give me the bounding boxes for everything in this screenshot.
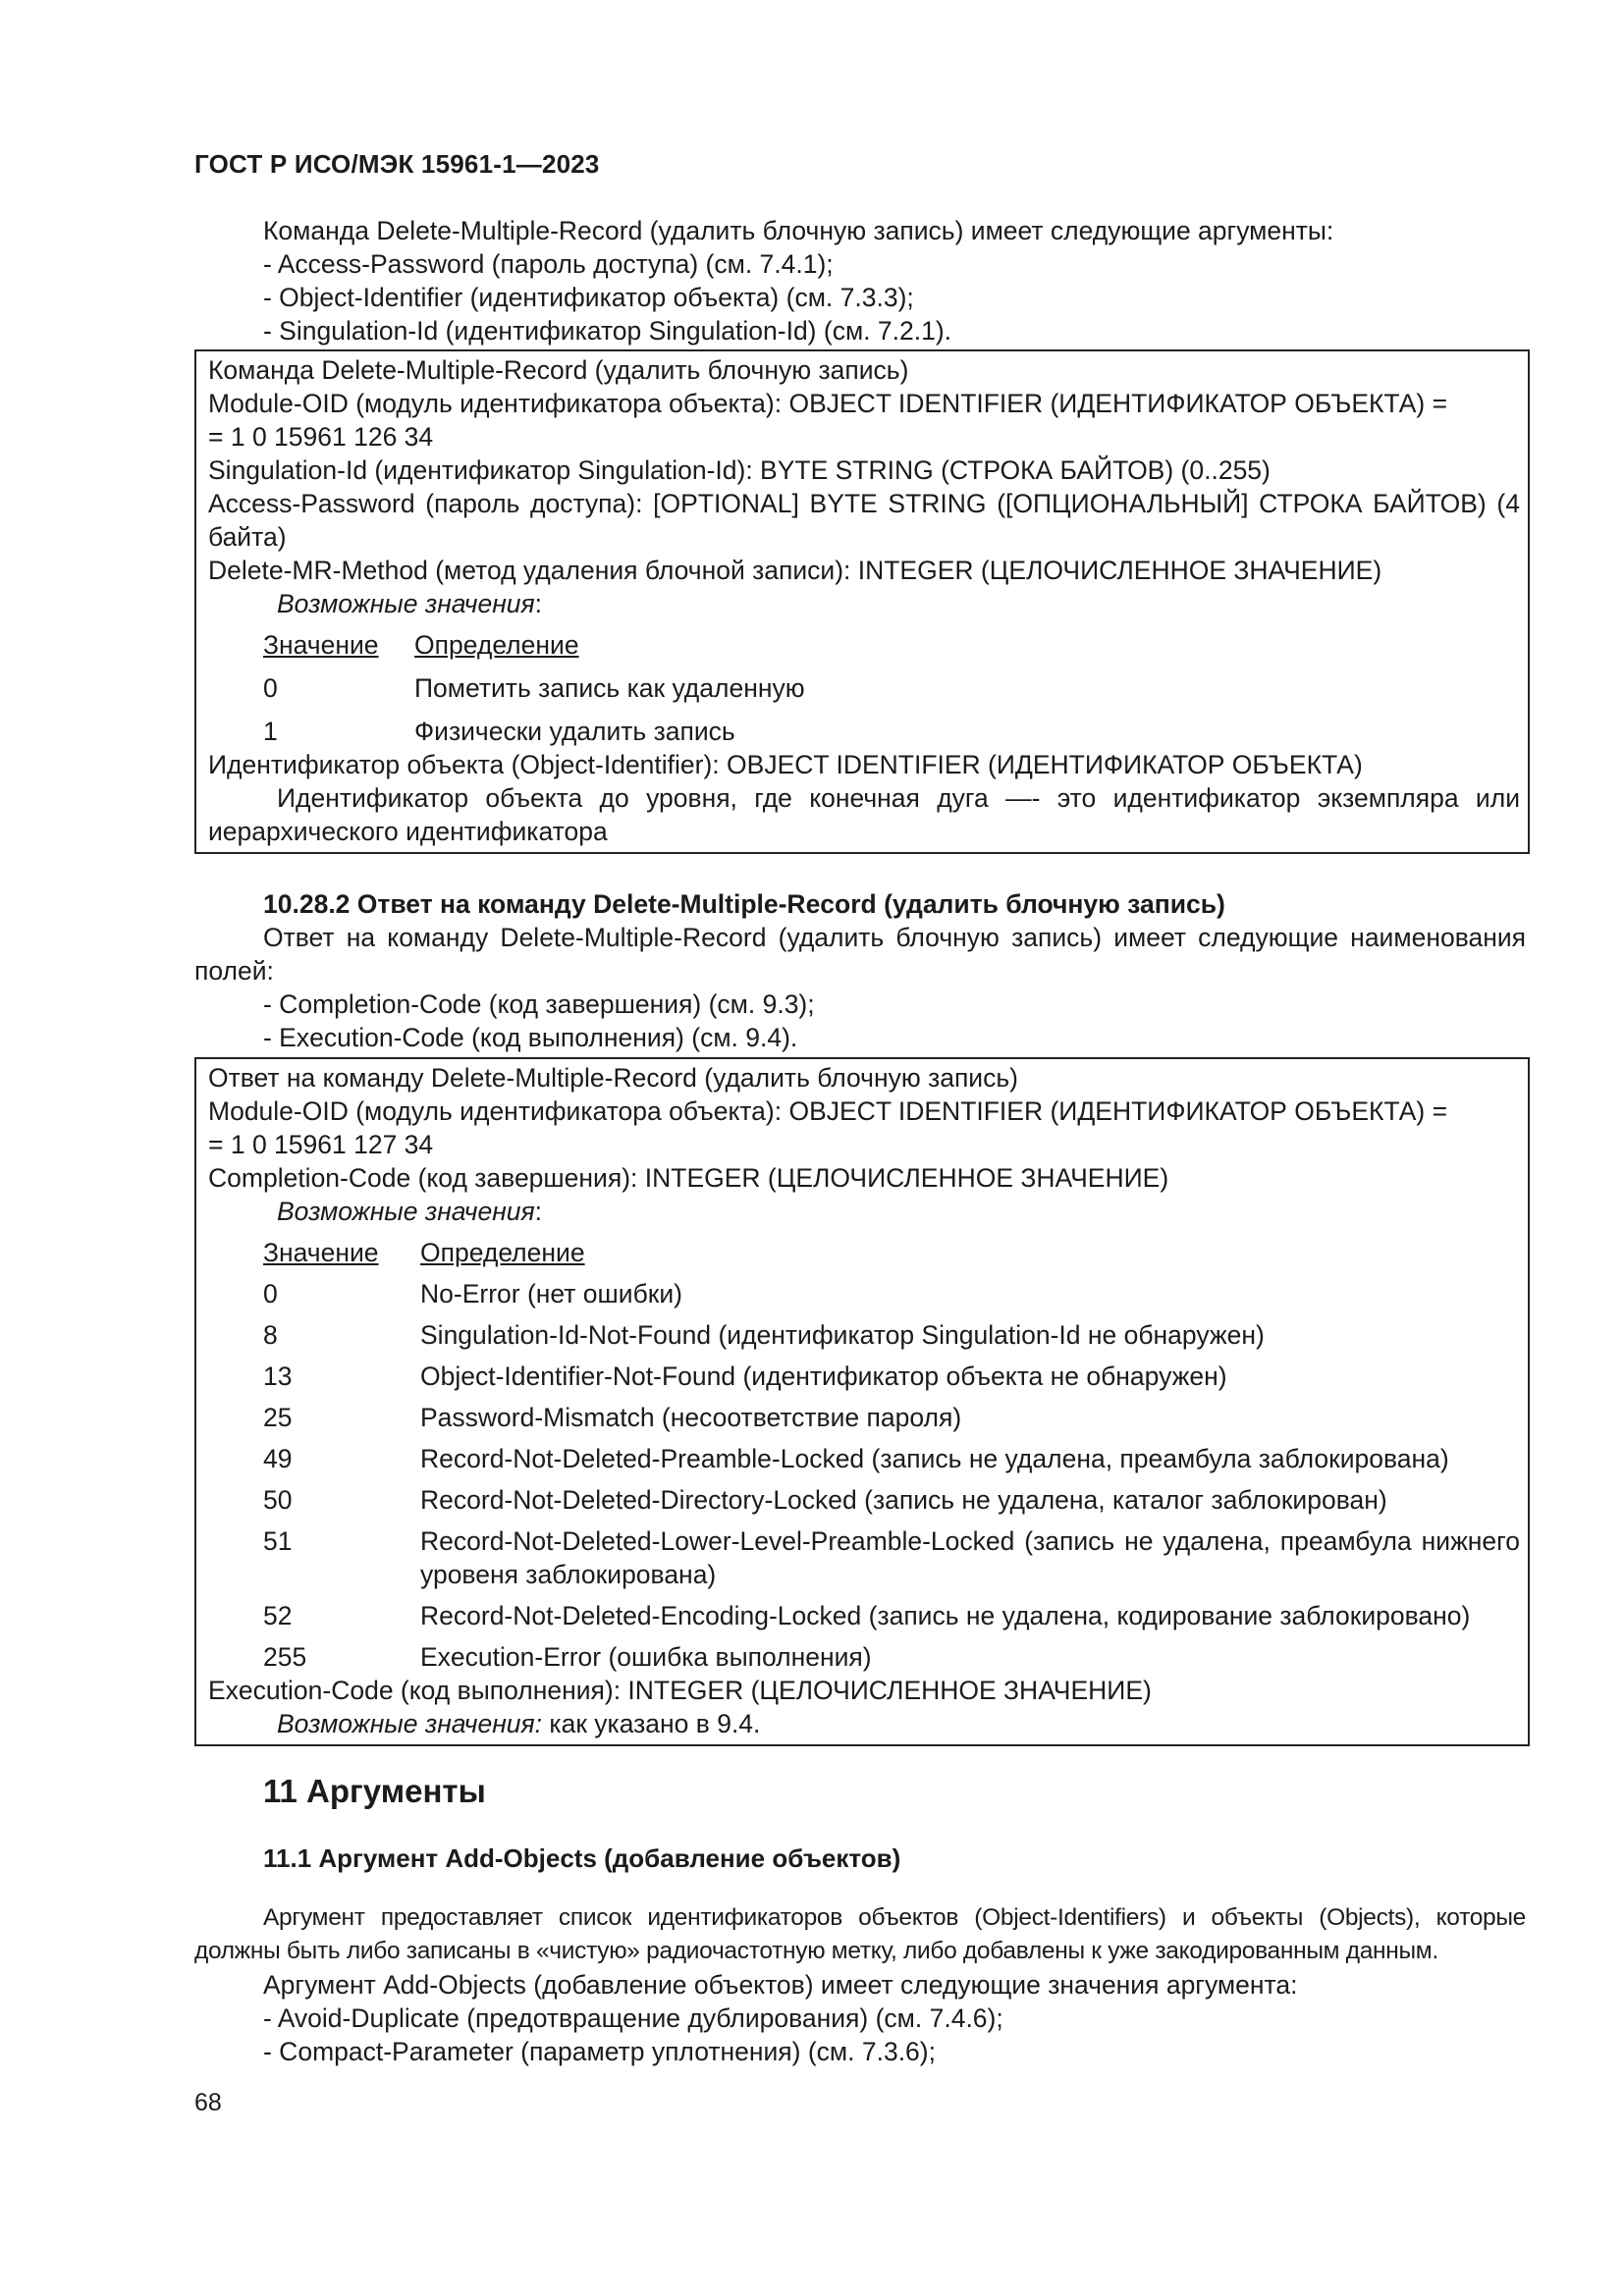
row-value: 52 [263,1601,293,1630]
table-row [208,1640,1520,1674]
table-row [208,1442,1520,1475]
section-lead: Ответ на команду Delete-Multiple-Record (удалить блочную запись) имеет следующие наименования полей: [194,923,1526,986]
table-row [208,1483,1520,1517]
box1-values-table [208,628,1520,748]
table-row [208,1599,1520,1632]
table-row [208,1401,1520,1434]
col-value-header: Значение [263,1238,379,1267]
box1-module-oid-value: = 1 0 15961 126 34 [208,422,434,452]
box2-title: Ответ на команду Delete-Multiple-Record (удалить блочную запись) [208,1063,1018,1093]
box1-delete-method: Delete-MR-Method (метод удаления блочной записи): INTEGER (ЦЕЛОЧИСЛЕННОЕ ЗНАЧЕНИЕ) [208,556,1382,585]
table-row [208,1524,1520,1591]
box2-execution-values [208,1707,1520,1740]
col-definition-header: Определение [420,1238,585,1267]
box1-title: Команда Delete-Multiple-Record (удалить блочную запись) [208,355,909,385]
section-11-1-heading: 11.1 Аргумент Add-Objects (добавление объектов) [263,1843,901,1873]
row-value: 49 [263,1444,293,1473]
row-definition: Record-Not-Deleted-Directory-Locked (запись не удалена, каталог заблокирован) [420,1485,1387,1515]
row-definition: No-Error (нет ошибки) [420,1279,682,1308]
table-row [208,1360,1520,1393]
col-definition-header: Определение [414,630,579,660]
values-table-header [208,1236,1520,1269]
box2-possible-values-label: Возможные значения: [277,1197,543,1226]
table-row [208,1277,1520,1310]
section-10-28-2 [194,887,1526,1054]
possible-values-text: Возможные значения [277,589,535,618]
possible-values-text: Возможные значения: [277,1709,543,1738]
box1-module-oid: Module-OID (модуль идентификатора объекта): OBJECT IDENTIFIER (ИДЕНТИФИКАТОР ОБЪЕКТА) = [208,389,1448,418]
possible-values-text: Возможные значения [277,1197,535,1226]
row-definition: Singulation-Id-Not-Found (идентификатор Singulation-Id не обнаружен) [420,1320,1265,1350]
row-value: 50 [263,1485,293,1515]
document-header: ГОСТ Р ИСО/МЭК 15961-1—2023 [194,149,600,179]
row-definition: Execution-Error (ошибка выполнения) [420,1642,872,1672]
box1-possible-values-label: Возможные значения: [277,589,543,618]
box1-access-password: Access-Password (пароль доступа): [OPTIONAL] BYTE STRING ([ОПЦИОНАЛЬНЫЙ] СТРОКА БАЙТОВ) (4 байта) [208,489,1520,552]
row-definition: Record-Not-Deleted-Lower-Level-Preamble-Locked (запись не удалена, преамбула нижнего уровеня заблокирована) [420,1526,1520,1589]
intro-block [194,214,1526,347]
row-definition: Физически удалить запись [414,717,735,746]
command-definition-box [194,349,1530,854]
row-value: 25 [263,1403,293,1432]
box2-values-table [208,1236,1520,1674]
intro-item: - Object-Identifier (идентификатор объекта) (см. 7.3.3); [263,283,914,312]
row-definition: Record-Not-Deleted-Encoding-Locked (запись не удалена, кодирование заблокировано) [420,1601,1471,1630]
table-row [208,715,1520,748]
box2-completion-code: Completion-Code (код завершения): INTEGER (ЦЕЛОЧИСЛЕННОЕ ЗНАЧЕНИЕ) [208,1163,1169,1193]
values-table-header [208,628,1520,662]
section-item: - Completion-Code (код завершения) (см. 9.3); [263,989,815,1019]
row-definition: Пометить запись как удаленную [414,673,805,703]
table-row [208,671,1520,705]
section-11-item: - Compact-Parameter (параметр уплотнения) (см. 7.3.6); [263,2037,936,2066]
box1-object-identifier: Идентификатор объекта (Object-Identifier): OBJECT IDENTIFIER (ИДЕНТИФИКАТОР ОБЪЕКТА) [208,750,1363,779]
box1-object-identifier-desc: Идентификатор объекта до уровня, где конечная дуга —- это идентификатор экземпляра или иерархического идентификатора [208,783,1520,846]
row-value: 0 [263,673,278,703]
box1-singulation-id: Singulation-Id (идентификатор Singulation-Id): BYTE STRING (СТРОКА БАЙТОВ) (0..255) [208,455,1271,485]
row-value: 255 [263,1642,307,1672]
section-11-lead: Аргумент Add-Objects (добавление объектов) имеет следующие значения аргумента: [263,1970,1298,2000]
col-value-header: Значение [263,630,379,660]
row-definition: Object-Identifier-Not-Found (идентификатор объекта не обнаружен) [420,1362,1227,1391]
box2-module-oid: Module-OID (модуль идентификатора объекта): OBJECT IDENTIFIER (ИДЕНТИФИКАТОР ОБЪЕКТА) = [208,1096,1448,1126]
section-11-body [194,1901,1526,2068]
row-value: 8 [263,1320,278,1350]
section-item: - Execution-Code (код выполнения) (см. 9.4). [263,1023,798,1052]
section-11-para: Аргумент предоставляет список идентификаторов объектов (Object-Identifiers) и объекты (Objects), которые должны быть либо записаны в «чистую» радиочастотную метку, либо добавлены к уже закодированным данным. [194,1904,1526,1964]
row-definition: Password-Mismatch (несоответствие пароля) [420,1403,962,1432]
box2-module-oid-value: = 1 0 15961 127 34 [208,1130,434,1159]
section-heading: 10.28.2 Ответ на команду Delete-Multiple-Record (удалить блочную запись) [263,889,1225,919]
box2-execution-code: Execution-Code (код выполнения): INTEGER (ЦЕЛОЧИСЛЕННОЕ ЗНАЧЕНИЕ) [208,1676,1152,1705]
page-number: 68 [194,2089,222,2116]
section-11-heading: 11 Аргументы [263,1773,486,1809]
intro-item: - Singulation-Id (идентификатор Singulation-Id) (см. 7.2.1). [263,316,952,346]
as-in-text: как указано в 9.4. [542,1709,761,1738]
intro-item: - Access-Password (пароль доступа) (см. 7.4.1); [263,249,834,279]
section-11-item: - Avoid-Duplicate (предотвращение дублирования) (см. 7.4.6); [263,2003,1003,2033]
row-value: 0 [263,1279,278,1308]
response-definition-box [194,1057,1530,1746]
intro-lead: Команда Delete-Multiple-Record (удалить блочную запись) имеет следующие аргументы: [263,216,1334,245]
table-row [208,1318,1520,1352]
row-value: 51 [263,1526,293,1556]
row-definition: Record-Not-Deleted-Preamble-Locked (запись не удалена, преамбула заблокирована) [420,1444,1449,1473]
row-value: 13 [263,1362,293,1391]
row-value: 1 [263,717,278,746]
